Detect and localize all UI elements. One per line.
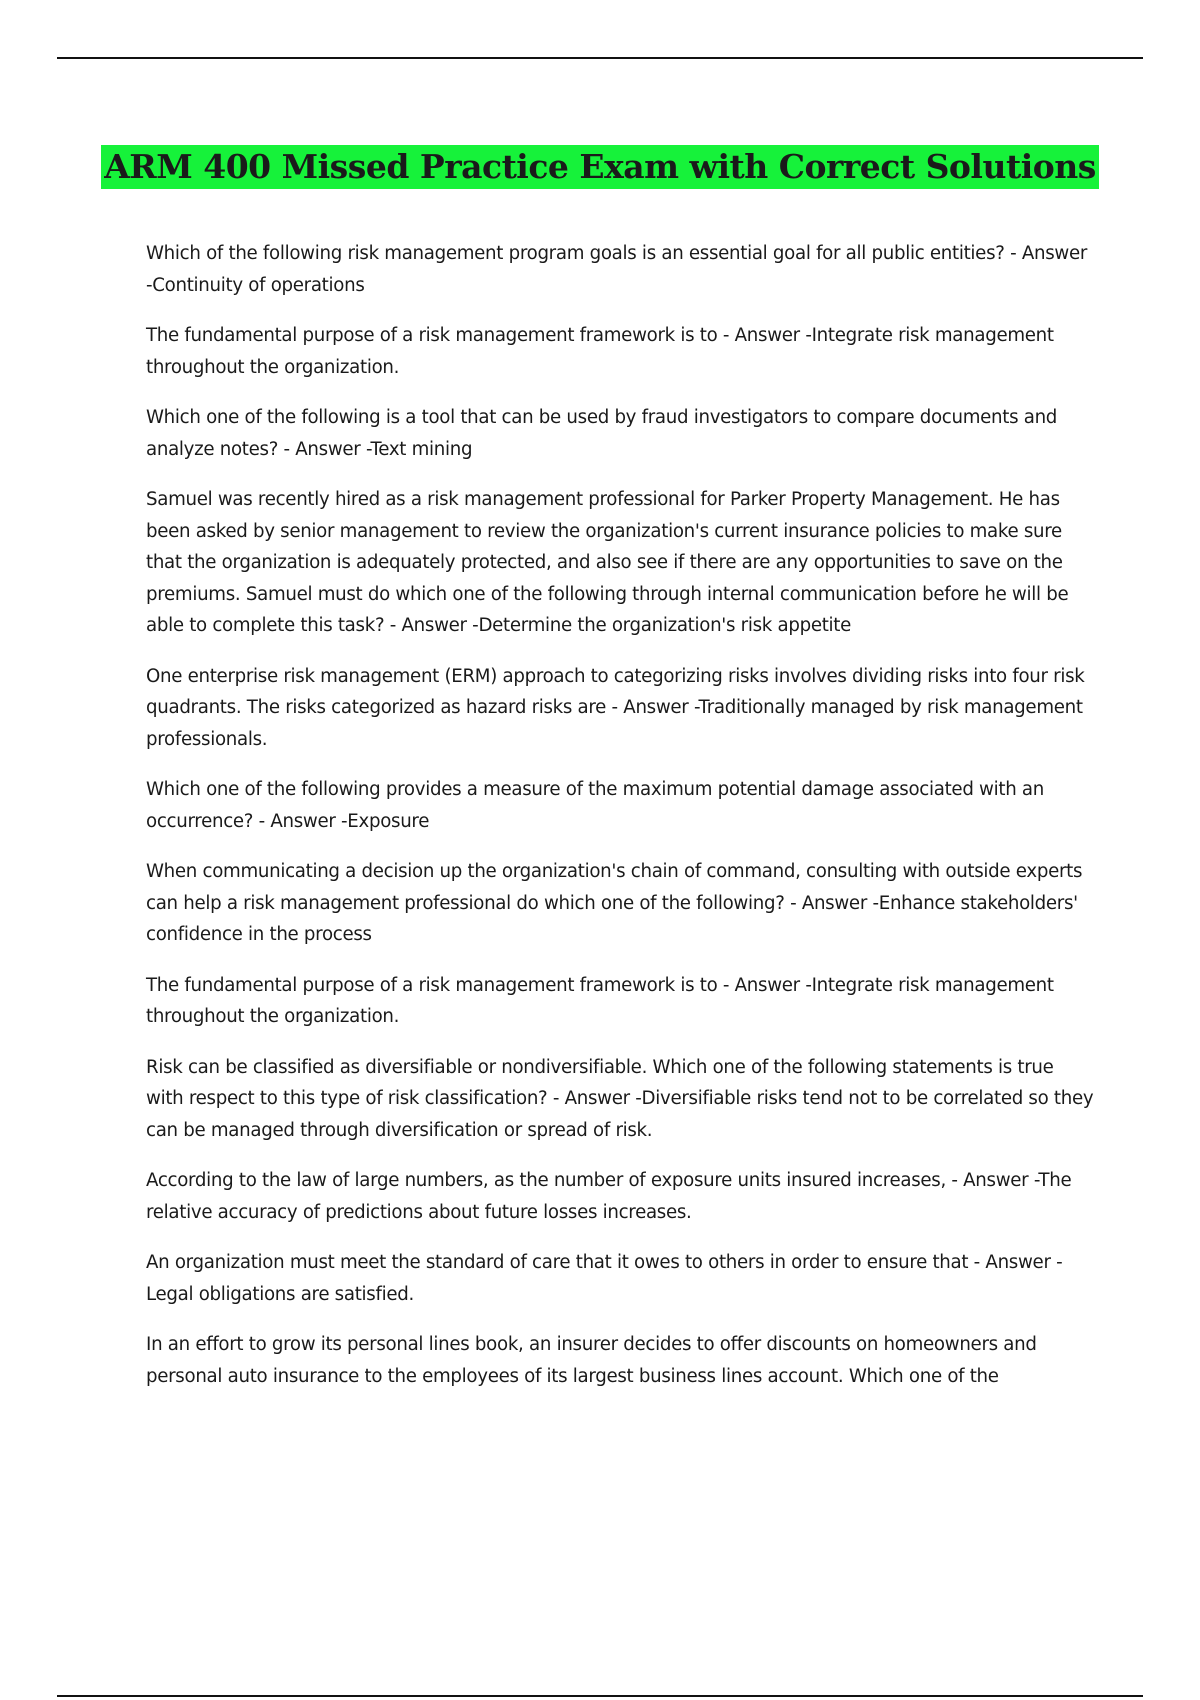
qa-list xyxy=(146,238,1096,1411)
title-container xyxy=(0,145,1200,189)
qa-item: Which one of the following is a tool that can be used by fraud investigators to compare documents and analyze notes? - Answer -Text mining xyxy=(146,407,1058,460)
qa-item: In an effort to grow its personal lines book, an insurer decides to offer discounts on homeowners and personal auto insurance to the employees of its largest business lines account. Which one of the xyxy=(146,1334,1037,1387)
qa-item: Which of the following risk management program goals is an essential goal for all public entities? - Answer -Continuity of operations xyxy=(146,243,1088,296)
qa-item: Samuel was recently hired as a risk management professional for Parker Property Management. He has been asked by senior management to review the organization's current insurance policies to make sure that the organization is adequately protected, and also see if there are any opportunities to save on the premiums. Samuel must do which one of the following through internal communication before he will be able to complete this task? - Answer -Determine the organization's risk appetite xyxy=(146,489,1069,636)
footer-rule xyxy=(57,1695,1143,1697)
qa-item: One enterprise risk management (ERM) approach to categorizing risks involves dividing risks into four risk quadrants. The risks categorized as hazard risks are - Answer -Traditionally managed by risk management professionals. xyxy=(146,665,1085,750)
qa-item: According to the law of large numbers, as the number of exposure units insured increases, - Answer -The relative accuracy of predictions about future losses increases. xyxy=(146,1170,1072,1223)
qa-item: Which one of the following provides a measure of the maximum potential damage associated with an occurrence? - Answer -Exposure xyxy=(146,779,1044,832)
qa-item: The fundamental purpose of a risk management framework is to - Answer -Integrate risk management throughout the organization. xyxy=(146,974,1054,1027)
qa-item: An organization must meet the standard of care that it owes to others in order to ensure that - Answer -Legal obligations are satisfied. xyxy=(146,1252,1063,1305)
header-rule xyxy=(57,57,1143,59)
document-title: ARM 400 Missed Practice Exam with Correct Solutions xyxy=(101,145,1099,189)
qa-item: When communicating a decision up the organization's chain of command, consulting with outside experts can help a risk management professional do which one of the following? - Answer -Enhance stakeholders' confidence in the process xyxy=(146,861,1083,945)
qa-item: Risk can be classified as diversifiable or nondiversifiable. Which one of the following statements is true with respect to this type of risk classification? - Answer -Diversifiable risks tend not to be correlated so they can be managed through diversification or spread of risk. xyxy=(146,1056,1094,1141)
qa-item: The fundamental purpose of a risk management framework is to - Answer -Integrate risk management throughout the organization. xyxy=(146,325,1054,378)
